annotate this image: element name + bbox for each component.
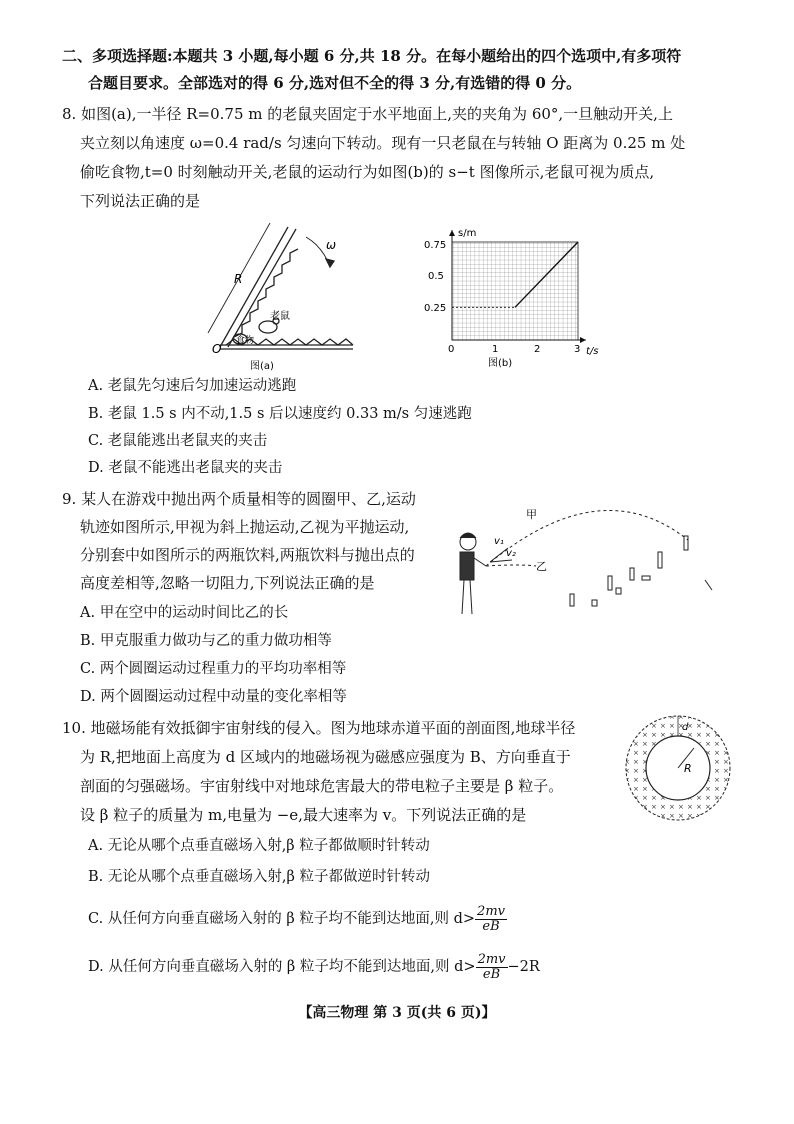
q9-fig-label-v2: v₂	[506, 548, 516, 559]
q10-option-c-fraction	[475, 905, 507, 934]
q9-stem-2: 轨迹如图所示,甲视为斜上抛运动,乙视为平抛运动,	[80, 518, 410, 536]
q10-option-d	[88, 950, 540, 984]
earth-magnetic-field-figure	[622, 712, 734, 824]
st-graph-figure	[420, 222, 599, 370]
st-graph-ylabel: s/m	[458, 228, 477, 239]
page-footer: 【高三物理 第 3 页(共 6 页)】	[298, 1005, 496, 1021]
st-graph-ytick-025: 0.25	[424, 303, 447, 314]
fig-a-label-mouse: 老鼠	[270, 311, 290, 322]
q9-stem-4: 高度差相等,忽略一切阻力,下列说法正确的是	[80, 574, 375, 592]
q9-fig-label-v1: v₁	[494, 536, 504, 547]
q9-fig-label-jia: 甲	[526, 508, 537, 521]
throw-trajectory-figure	[450, 490, 722, 620]
q9-stem-1: 9. 某人在游戏中抛出两个质量相等的圆圈甲、乙,运动	[62, 490, 416, 508]
q8-stem-3: 偷吃食物,t=0 时刻触动开关,老鼠的运动行为如图(b)的 s−t 图像所示,老鼠可视为质点,	[80, 163, 655, 181]
q10-option-d-text: D. 从任何方向垂直磁场入射的 β 粒子均不能到达地面,则 d>	[88, 959, 476, 975]
mousetrap-figure	[198, 215, 363, 375]
q8-stem-4: 下列说法正确的是	[80, 192, 201, 210]
q10-option-c	[88, 902, 507, 936]
q8-option-c: C. 老鼠能逃出老鼠夹的夹击	[88, 433, 268, 449]
q10-option-d-tail: −2R	[507, 959, 540, 975]
q8-option-a: A. 老鼠先匀速后匀加速运动逃跑	[88, 378, 297, 394]
fig-a-label-food: 食物	[236, 336, 255, 346]
q8-stem-2: 夹立刻以角速度 ω=0.4 rad/s 匀速向下转动。现有一只老鼠在与转轴 O 距离为 0.25 m 处	[80, 134, 686, 152]
st-graph-xtick-2: 2	[534, 344, 541, 355]
fig-a-label-omega: ω	[326, 238, 337, 252]
q10-option-c-text: C. 从任何方向垂直磁场入射的 β 粒子均不能到达地面,则 d>	[88, 911, 476, 927]
q8-stem-1: 8. 如图(a),一半径 R=0.75 m 的老鼠夹固定于水平地面上,夹的夹角为 60°,一旦触动开关,上	[62, 105, 673, 123]
q10-option-b: B. 无论从哪个点垂直磁场入射,β 粒子都做逆时针转动	[88, 869, 430, 885]
q10-option-a: A. 无论从哪个点垂直磁场入射,β 粒子都做顺时针转动	[88, 838, 430, 854]
q10-stem-2: 为 R,把地面上高度为 d 区域内的地磁场视为磁感应强度为 B、方向垂直于	[80, 748, 571, 766]
fig-a-label-R: R	[234, 272, 243, 286]
st-graph-xtick-1: 1	[492, 344, 499, 355]
q9-option-b: B. 甲克服重力做功与乙的重力做功相等	[80, 633, 332, 649]
q10-fig-label-d: d	[682, 722, 689, 733]
q10-stem-1: 10. 地磁场能有效抵御宇宙射线的侵入。图为地球赤道平面的剖面图,地球半径	[62, 719, 576, 737]
q10-option-d-fraction	[476, 953, 508, 982]
q8-option-d: D. 老鼠不能逃出老鼠夹的夹击	[88, 460, 283, 476]
q9-option-c: C. 两个圆圈运动过程重力的平均功率相等	[80, 661, 347, 677]
q8-option-b: B. 老鼠 1.5 s 内不动,1.5 s 后以速度约 0.33 m/s 匀速逃跑	[88, 406, 472, 422]
section-title: 二、多项选择题:本题共 3 小题,每小题 6 分,共 18 分。在每小题给出的四个选项中,有多项符	[62, 47, 682, 65]
st-graph-ytick-05: 0.5	[428, 271, 444, 282]
fraction-denominator: eB	[482, 966, 501, 982]
section-title-cont: 合题目要求。全部选对的得 6 分,选对但不全的得 3 分,有选错的得 0 分。	[88, 74, 582, 92]
fraction-denominator: eB	[482, 918, 500, 934]
q9-option-d: D. 两个圆圈运动过程中动量的变化率相等	[80, 689, 347, 705]
q10-stem-4: 设 β 粒子的质量为 m,电量为 −e,最大速率为 v。下列说法正确的是	[80, 806, 527, 824]
q10-fig-label-R: R	[684, 762, 692, 775]
st-graph-xtick-0: 0	[448, 344, 455, 355]
st-graph-ytick-075: 0.75	[424, 240, 447, 251]
q9-fig-label-yi: 乙	[536, 560, 547, 573]
st-graph-xlabel: t/s	[586, 346, 599, 357]
fig-a-label-O: O	[212, 342, 222, 356]
fig-a-caption: 图(a)	[250, 361, 274, 372]
st-graph-caption: 图(b)	[488, 358, 513, 369]
fraction-numerator: 2mv	[477, 951, 506, 967]
fraction-numerator: 2mv	[477, 903, 505, 919]
q10-stem-3: 剖面的匀强磁场。宇宙射线中对地球危害最大的带电粒子主要是 β 粒子。	[80, 777, 564, 795]
q9-option-a: A. 甲在空中的运动时间比乙的长	[80, 605, 289, 621]
st-graph-xtick-3: 3	[574, 344, 581, 355]
q9-stem-3: 分别套中如图所示的两瓶饮料,两瓶饮料与抛出点的	[80, 546, 415, 564]
